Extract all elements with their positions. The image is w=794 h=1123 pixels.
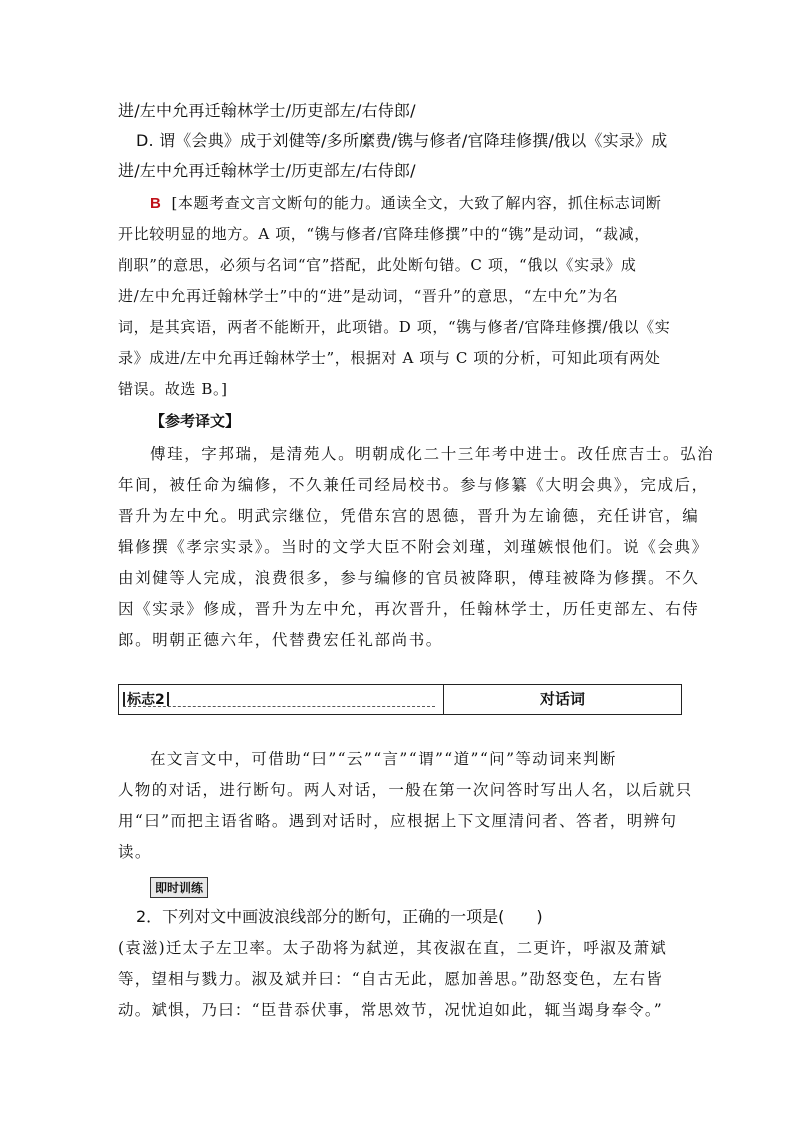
explanation-line7: 错误。故选 B。] bbox=[118, 380, 228, 398]
tag-bar-icon bbox=[123, 692, 125, 706]
explanation-text: [本题考查文言文断句的能力。通读全文，大致了解内容，抓住标志词断 bbox=[171, 194, 662, 212]
section-tag-cell bbox=[119, 685, 444, 714]
practice-tag: 即时训练 bbox=[150, 877, 208, 898]
explanation-line3: 削职”的意思，必须与名词“官”搭配，此处断句错。C 项，“俄以《实录》成 bbox=[118, 256, 637, 274]
question-text: 2．下列对文中画波浪线部分的断句，正确的一项是( ) bbox=[136, 907, 543, 926]
tag-bar-icon bbox=[167, 692, 169, 706]
passage-line: (袁滋)迁太子左卫率。太子劭将为弑逆，其夜淑在直，二更许，呼淑及萧斌 bbox=[118, 939, 667, 957]
explanation-line4: 进/左中允再迁翰林学士”中的“进”是动词，“晋升”的意思，“左中允”为名 bbox=[118, 287, 619, 305]
explanation-line5: 词，是其宾语，两者不能断开，此项错。D 项，“镌与修者/官降珪修撰/俄以《实 bbox=[118, 318, 671, 336]
section2-line: 在文言文中，可借助“曰”“云”“言”“谓”“道”“问”等动词来判断 bbox=[150, 750, 617, 768]
translation-line: 傅珪，字邦瑞，是清苑人。明朝成化二十三年考中进士。改任庶吉士。弘治 bbox=[150, 445, 715, 463]
translation-line: 由刘健等人完成，浪费很多，参与编修的官员被降职，傅珪被降为修撰。不久 bbox=[118, 569, 700, 587]
explanation-line2: 开比较明显的地方。A 项，“镌与修者/官降珪修撰”中的“镌”是动词，“裁减， bbox=[118, 225, 650, 243]
option-d-line2: 进/左中允再迁翰林学士/历吏部左/右侍郎/ bbox=[118, 161, 416, 180]
section2-line: 用“曰”而把主语省略。遇到对话时，应根据上下文厘清问者、答者，明辨句 bbox=[118, 812, 678, 830]
explanation-line6: 录》成进/左中允再迁翰林学士”，根据对 A 项与 C 项的分析，可知此项有两处 bbox=[118, 349, 661, 367]
explanation-line1 bbox=[150, 192, 714, 213]
translation-line: 晋升为左中允。明武宗继位，凭借东宫的恩德，晋升为左谕德，充任讲官，编 bbox=[118, 507, 700, 525]
translation-line: 郎。明朝正德六年，代替费宏任礼部尚书。 bbox=[118, 631, 443, 649]
answer-letter: B bbox=[150, 195, 162, 212]
dashed-divider bbox=[123, 706, 435, 707]
section-header-table bbox=[118, 684, 682, 715]
section-title: 对话词 bbox=[539, 690, 585, 708]
translation-line: 辑修撰《孝宗实录》。当时的文学大臣不附会刘瑾，刘瑾嫉恨他们。说《会典》 bbox=[118, 538, 709, 556]
translation-line: 因《实录》修成，晋升为左中允，再次晋升，任翰林学士，历任吏部左、右侍 bbox=[118, 600, 700, 618]
section2-line: 读。 bbox=[118, 843, 152, 861]
translation-heading: 【参考译文】 bbox=[150, 412, 241, 430]
passage-line: 等，望相与戮力。淑及斌并曰：“自古无此，愿加善思。”劭怒变色，左右皆 bbox=[118, 970, 663, 988]
translation-line: 年间，被任命为编修，不久兼任司经局校书。参与修纂《大明会典》，完成后， bbox=[118, 476, 709, 494]
option-c-tail: 进/左中允再迁翰林学士/历吏部左/右侍郎/ bbox=[118, 101, 416, 120]
section-tag-label: 标志2 bbox=[127, 692, 165, 708]
passage-line: 动。斌惧，乃曰：“臣昔忝伏事，常思效节，况忧迫如此，辄当竭身奉令。” bbox=[118, 1001, 663, 1019]
option-d-line1: D. 谓《会典》成于刘健等/多所縻费/镌与修者/官降珪修撰/俄以《实录》成 bbox=[136, 131, 668, 150]
section2-line: 人物的对话，进行断句。两人对话，一般在第一次问答时写出人名，以后就只 bbox=[118, 781, 693, 799]
